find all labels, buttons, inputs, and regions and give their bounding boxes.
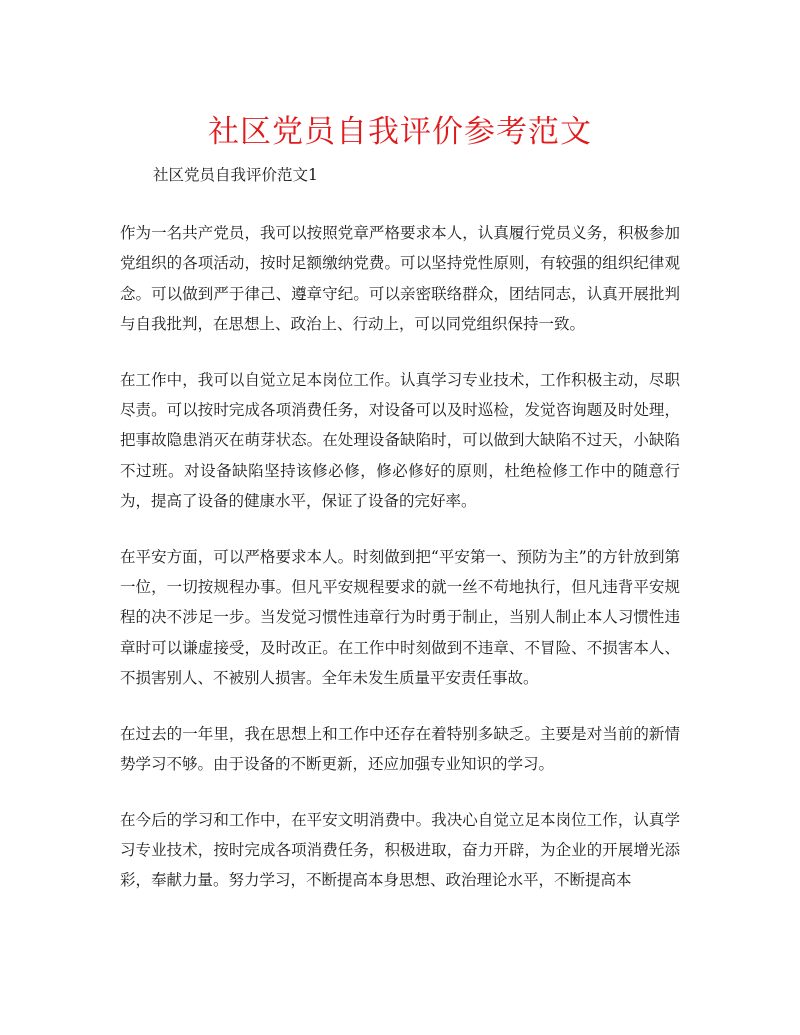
document-title: 社区党员自我评价参考范文: [208, 114, 592, 150]
document-body: [120, 218, 680, 921]
paragraph-5: 在今后的学习和工作中，在平安文明消费中。我决心自觉立足本岗位工作，认真学习专业技术，按时完成各项消费任务，积极进取，奋力开辟，为企业的开展增光添彩，奉献力量。努力学习，不断提高本身思想、政治理论水平，不断提高本: [120, 810, 680, 890]
document-subtitle: 社区党员自我评价范文1: [153, 166, 318, 184]
paragraph-2: 在工作中，我可以自觉立足本岗位工作。认真学习专业技术，工作积极主动，尽职尽责。可以按时完成各项消费任务，对设备可以及时巡检，发觉咨询题及时处理，把事故隐患消灭在萌芽状态。在处理设备缺陷时，可以做到大缺陷不过天，小缺陷不过班。对设备缺陷坚持该修必修，修必修好的原则，杜绝检修工作中的随意行为，提高了设备的健康水平，保证了设备的完好率。: [120, 370, 680, 511]
paragraph-4: 在过去的一年里，我在思想上和工作中还存在着特别多缺乏。主要是对当前的新情势学习不够。由于设备的不断更新，还应加强专业知识的学习。: [120, 724, 680, 774]
paragraph-1: 作为一名共产党员，我可以按照党章严格要求本人，认真履行党员义务，积极参加党组织的各项活动，按时足额缴纳党费。可以坚持党性原则，有较强的组织纪律观念。可以做到严于律己、遵章守纪。可以亲密联络群众，团结同志，认真开展批判与自我批判，在思想上、政治上、行动上，可以同党组织保持一致。: [120, 224, 680, 334]
paragraph-3: 在平安方面，可以严格要求本人。时刻做到把“平安第一、预防为主”的方针放到第一位，一切按规程办事。但凡平安规程要求的就一丝不苟地执行，但凡违背平安规程的决不涉足一步。当发觉习惯性违章行为时勇于制止，当别人制止本人习惯性违章时可以谦虚接受，及时改正。在工作中时刻做到不违章、不冒险、不损害本人、不损害别人、不被别人损害。全年未发生质量平安责任事故。: [120, 547, 680, 688]
